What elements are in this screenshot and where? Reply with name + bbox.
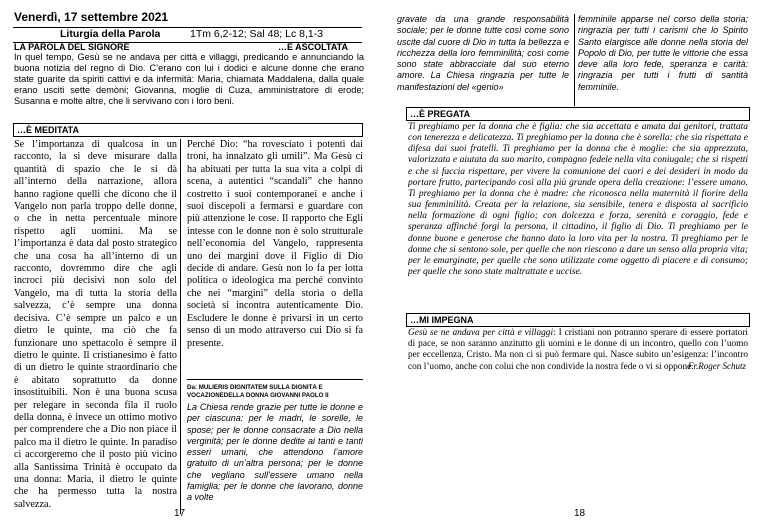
right-page <box>384 0 762 530</box>
signature: Fr.Roger Schutz <box>688 361 746 371</box>
top-continuation-col-2: femminile apparse nel corso della storia; ringrazia per tutti i carismi che lo Spirito Santo elargisce alle donne nella storia del Popolo di Dio, per tutte le vittorie che essa deve alla loro fede, speranza e carità: ringrazia per tutti i frutti di santità femminile. <box>578 14 748 92</box>
commitment-lead: Gesù se ne andava per città e villaggi <box>408 328 554 338</box>
section-word-heading: LA PAROLA DEL SIGNORE <box>14 42 130 52</box>
liturgy-title: Liturgia della Parola <box>60 28 161 40</box>
page-number-18: 18 <box>574 508 586 519</box>
section-commit-heading: …MI IMPEGNA <box>410 315 474 325</box>
meditation-column-2: Perché Dio: “ha rovesciato i potenti dai troni, ha innalzato gli umili”. Ma Gesù ci ha abituati per tutta la sua vita a colpi di scena, a autentici “scandali” che hanno costretto i suoi contemporanei e anche i suoi discepoli a fermarsi e guardare con più attenzione le cose. Il rapporto che Egli intesse con le donne non è solo strutturale nell’economia del Vangelo, rappresenta uno dei margini dove il Figlio di Dio decide di andare. Gesù non lo fa per lotta politica o ideologica ma perché convinto che nei “margini” della storia o della società si incontra autenticamente Dio. Escludere le donne è privarsi in un certo senso di un modo attraverso cui Dio si fa presente. <box>187 139 363 349</box>
note-divider <box>187 379 363 380</box>
readings-references: 1Tm 6,2-12; Sal 48; Lc 8,1-3 <box>190 28 324 40</box>
section-meditate-box <box>13 123 363 137</box>
left-page <box>0 0 378 530</box>
page-number-17: 17 <box>174 508 186 519</box>
date-heading: Venerdì, 17 settembre 2021 <box>14 10 169 24</box>
note-text: La Chiesa rende grazie per tutte le donne e per ciascuna: per le madri, le sorelle, le spose; per le donne consacrate a Dio nella verginità; per le donne dedite ai tanti e tanti esseri umani, che attendono l’amore gratuito di un’altra persona; per le donne che vegliano sull’essere umano nella famiglia; per le donne che lavorano, donne a volte <box>187 402 363 503</box>
section-commit-box <box>406 313 750 327</box>
section-listen-heading: …È ASCOLTATA <box>278 42 348 52</box>
section-pray-heading: …È PREGATA <box>410 109 471 119</box>
gospel-text: In quel tempo, Gesù se ne andava per città e villaggi, predicando e annunciando la buona notizia del regno di Dio. C’erano con lui i dodici e alcune donne che erano state guarite da spiriti cattivi e da infermità: Maria, chiamata Maddalena, dalla quale erano usciti sette demòni; Giovanna, moglie di Cuza, amministratore di erode; Susanna e molte altre, che li servivano con i loro beni. <box>14 52 364 106</box>
section-meditate-heading: …È MEDITATA <box>17 125 79 135</box>
top-continuation-col-1: gravate da una grande responsabilità sociale; per le donne tutte così come sono uscite dal cuore di Dio in tutta la bellezza e ricchezza della loro femminilità; così come sono state abbracciate dal suo eterno amore. La Chiesa ringrazia per tutte le manifestazioni del «genio» <box>397 14 569 92</box>
prayer-text: Ti preghiamo per la donna che è figlia: che sia accettata e amata dai genitori, trattata con tenerezza e delicatezza. Ti preghiamo per la donna che è sorella: che sia rispettata e difesa dai suoi fratelli. Ti preghiamo per la donna che è moglie: che sia apprezzata, valorizzata e aiutata da suo marito, compagno fedele nella vita coniugale; che si rispetti e che si faccia rispettare, per vivere la comunione dei cuori e dei desideri in modo da portare frutto, partecipando così alla più grande opera della creazione: l’essere umano. Ti preghiamo per la donna che è madre: che riconosca nella maternità il fiorire della sua femminilità. Creata per la relazione, sia sensibile, tenera e disposta al sacrificio nella formazione di ogni figlio; con dolcezza e forza, serenità e coraggio, fede e speranza affinché forgi la persona, il cittadino, il figlio di Dio. Ti preghiamo per le donne buone e generose che hanno dato la loro vita per la nostra. Ti preghiamo per le donne che si sentono sole, per quelle che non riescono a dare un senso alla propria vita; per le emarginate, per quelle che sono utilizzate come oggetto di piacere e di consumo; per quelle che sono state maltrattate e uccise. <box>408 122 748 278</box>
section-pray-box <box>406 107 750 121</box>
top-column-divider <box>574 14 575 106</box>
note-heading: Da: MULIERIS DIGNITATEM SULLA DIGNITÀ E VOCAZIONEDELLA DONNA GIOVANNI PAOLO II <box>187 384 329 399</box>
meditation-column-1: Se l’importanza di qualcosa in un racconto, la si deve misurare dalla quantità di spazio che le si dà all’interno della narrazione, allora hanno ragione quelli che dicono che il Vangelo non parla troppo delle donne, o che in netta percentuale minore rispetto agli uomini. Ma se l’importanza è data dal posto strategico che una cosa ha all’interno di un racconto, dovremmo dire che agli incroci più decisivi non solo del Vangelo, ma di tutta la storia della salvezza, c’è sempre una donna decisiva. C’è sempre un palco e un dietro le quinte, ma ciò che fa funzionare uno spettacolo è sempre il dietro le quinte. Il cristianesimo è fatto di un dietro le quinte straordinario che è abitato soprattutto da donne insostituibili. Non è una buona scusa per relegare in seconda fila il ruolo della donna, è invece un ottimo motivo per comprendere che a Dio non piace il palco ma il dietro le quinte. In paradiso ci accorgeremo che il posto più vicino alla Santissima Trinità è occupato da una donna: Maria, il dietro le quinte che ha permesso tutta la nostra salvezza. <box>14 139 177 510</box>
column-divider <box>180 139 181 514</box>
commitment-body: : I cristiani non potranno sperare di essere portatori di pace, se non saranno anzitutto gli uomini e le donne di un incontro, quello con l’uomo per eccellenza, Cristo. Ma non ci si può fermare qui. Nasce subito un’esigenza: l’incontro con l’uomo, anche con colui che non condivide la nostra fede o vi si oppone. <box>408 328 748 372</box>
